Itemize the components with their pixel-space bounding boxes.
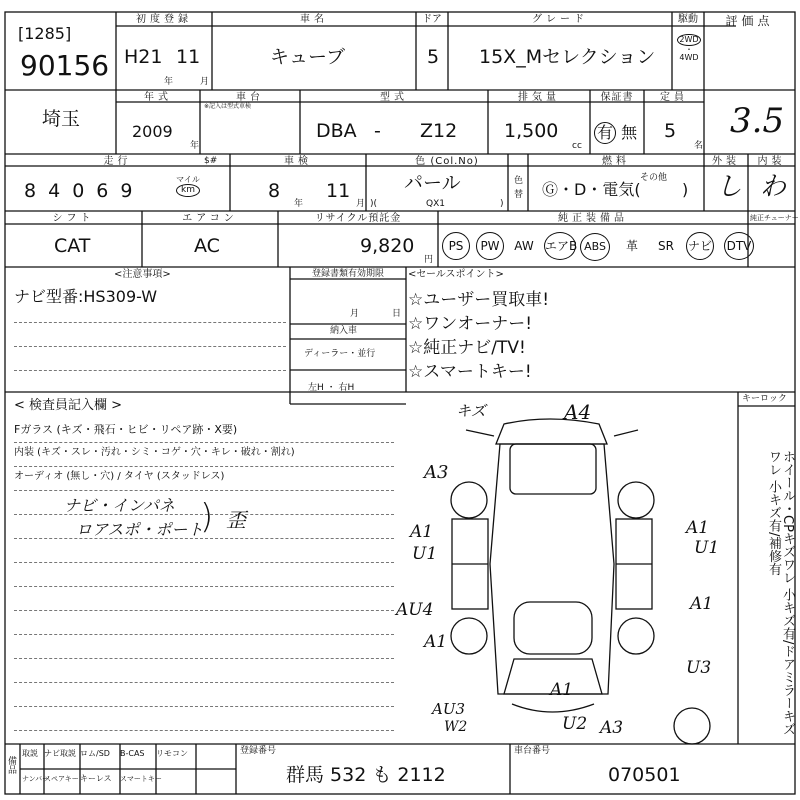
prefecture: 埼玉 <box>42 108 81 130</box>
displacement-unit: cc <box>572 141 582 151</box>
label-doors: ドア <box>422 14 442 25</box>
model-year: 2009 <box>132 122 173 141</box>
inspector-line <box>14 442 394 443</box>
shaken-year: 8 <box>268 180 281 202</box>
equipment-abs: ABS <box>580 233 610 261</box>
label-key-lock: キーロック <box>742 394 787 404</box>
lot-code: [1285] <box>18 24 72 43</box>
damage-mark: U1 <box>694 538 720 558</box>
label-interior: 内装 <box>757 156 786 167</box>
equipment-navi: ナビ <box>686 232 714 260</box>
damage-mark: U2 <box>562 714 588 734</box>
mileage-unit-mile: マイル <box>176 175 200 184</box>
label-ex-tuner: 純正チューナー <box>750 214 799 222</box>
sales-point: ☆ユーザー買取車! <box>408 290 550 310</box>
inspector-line <box>14 634 394 635</box>
inspector-line <box>14 466 394 467</box>
mileage-unit <box>176 176 200 197</box>
label-shaken: 車検 <box>284 156 312 167</box>
damage-mark: U1 <box>412 544 438 564</box>
damage-mark: キズ <box>456 402 486 420</box>
footer-item: 取説 <box>22 749 38 758</box>
inspector-handwritten: ロアスポ・ポート <box>76 520 204 539</box>
mileage-digit: 4 <box>48 180 73 202</box>
equipment-list <box>442 232 754 261</box>
equipment-sunroof: SR <box>658 239 674 253</box>
mileage-digits <box>24 182 144 201</box>
notes-line <box>14 322 286 323</box>
inspector-line <box>14 490 394 491</box>
recycle-value: 9,820 <box>360 235 415 257</box>
inspector-line <box>14 658 394 659</box>
type-spec-note: ※記入は型式車検 <box>204 103 252 110</box>
label-genuine-equipment: 純正装備品 <box>558 213 628 224</box>
label-inspector: < 検査員記入欄 > <box>14 398 123 413</box>
model-code: Z12 <box>420 120 458 142</box>
damage-mark: A1 <box>690 594 714 614</box>
car-diagram <box>451 419 710 744</box>
notes-line <box>14 370 286 371</box>
interior-grade: わ <box>760 172 787 202</box>
inspector-line <box>14 610 394 611</box>
equipment-ps: PS <box>442 232 470 260</box>
recycle-unit: 円 <box>424 255 434 265</box>
inspector-line <box>14 538 394 539</box>
lot-number: 90156 <box>20 49 110 82</box>
damage-mark: AU4 <box>396 600 434 620</box>
label-mileage-unit: $# <box>204 156 218 166</box>
fuel-close: ) <box>682 180 689 199</box>
label-sales-points: <セールスポイント> <box>408 269 504 280</box>
shift-value: CAT <box>54 235 91 257</box>
auction-sheet <box>4 4 799 796</box>
drive-options <box>676 34 702 62</box>
navi-model: ナビ型番:HS309-W <box>14 287 158 306</box>
mileage-digit: 9 <box>120 180 145 202</box>
mileage-digit: 0 <box>72 180 97 202</box>
warranty-options <box>594 122 637 144</box>
damage-mark: AU3 <box>432 700 466 718</box>
capacity: 5 <box>664 120 677 142</box>
damage-mark: A1 <box>424 632 448 652</box>
score-handwritten: 3.5 <box>730 101 785 141</box>
label-model-year: 年式 <box>144 92 172 103</box>
mileage-digit: 8 <box>24 180 49 202</box>
first-reg-year-unit: 年 <box>164 77 174 87</box>
damage-mark: A3 <box>424 462 449 483</box>
shaken-month-unit: 月 <box>356 199 366 209</box>
label-notes: <注意事項> <box>114 269 171 280</box>
mileage-unit-km: km <box>176 184 200 197</box>
label-shift: シフト <box>52 213 95 224</box>
footer-items-row1 <box>22 750 196 758</box>
color-paren-open: )( <box>370 199 378 209</box>
label-model: 型式 <box>380 92 408 103</box>
drive-4wd: 4WD <box>679 53 699 62</box>
footer-item: スマートキー <box>120 775 162 783</box>
label-recycle: リサイクル預託金 <box>314 213 402 224</box>
model-dash: - <box>374 120 381 142</box>
first-reg-era-year: H21 <box>124 46 163 68</box>
damage-mark: A4 <box>564 400 592 424</box>
docs-day: 日 <box>392 309 402 319</box>
sales-point: ☆スマートキー! <box>408 362 532 382</box>
inspector-line <box>14 730 394 731</box>
footer-item: リモコン <box>156 749 188 758</box>
fuel-other: その他 <box>640 173 668 183</box>
shaken-month: 11 <box>326 180 351 202</box>
reg-number: 群馬 532 も 2112 <box>286 764 446 786</box>
docs-transfer: 納入車 <box>330 326 358 336</box>
label-chassis-number: 車台番号 <box>514 746 551 756</box>
model-prefix: DBA <box>316 120 357 142</box>
label-warranty: 保証書 <box>600 92 634 103</box>
color-change-label: 替 <box>514 190 524 200</box>
first-reg-month-unit: 月 <box>200 77 210 87</box>
inspector-line <box>14 514 394 515</box>
equipment-pw: PW <box>476 232 504 260</box>
color-paren-close: ) <box>500 199 504 209</box>
drive-dot: ・ <box>685 45 693 54</box>
inspector-line <box>14 682 394 683</box>
inspector-bracket: ) <box>200 497 214 537</box>
sales-points <box>408 288 738 384</box>
capacity-unit: 名 <box>694 141 704 151</box>
inspector-audio-line: オーディオ (無し・穴) / タイヤ (スタッドレス) <box>14 471 225 482</box>
equipment-aw: AW <box>514 239 534 253</box>
label-aircon: エアコン <box>182 213 238 224</box>
car-doors: 5 <box>427 46 440 68</box>
model-year-unit: 年 <box>190 141 200 151</box>
side-notes: ホイール・CPキズワレ 小キズ有/ドアミラーキズワレ 小キズ有/補修有 <box>766 450 795 736</box>
color-change <box>514 174 523 202</box>
car-name: キューブ <box>270 46 346 68</box>
label-color: 色 (Col.No) <box>415 156 479 167</box>
footer-side-label: 備品 <box>6 756 16 774</box>
shaken-year-unit: 年 <box>294 199 304 209</box>
damage-mark: A1 <box>550 680 574 700</box>
footer-item: スペアキー <box>44 775 79 783</box>
inspector-handwritten: 歪 <box>226 508 246 532</box>
color-code: QX1 <box>426 199 445 209</box>
footer-item: B-CAS <box>120 749 145 758</box>
displacement: 1,500 <box>504 120 559 142</box>
inspector-interior-line: 内装 (キズ・スレ・汚れ・シミ・コゲ・穴・キレ・破れ・割れ) <box>14 447 295 458</box>
footer-item: ナンバー <box>22 775 50 783</box>
label-score: 評価点 <box>725 14 774 28</box>
label-first-reg: 初度登録 <box>136 14 192 25</box>
label-mileage: 走行 <box>103 156 132 167</box>
warranty-no: 無 <box>621 123 638 142</box>
chassis-number: 070501 <box>608 764 681 786</box>
label-car-name: 車名 <box>300 14 328 25</box>
footer-item: ナビ取説 <box>44 749 76 758</box>
inspector-line <box>14 706 394 707</box>
notes-line <box>14 346 286 347</box>
label-type-spec: 車台 <box>236 92 264 103</box>
warranty-yes: 有 <box>594 122 616 144</box>
label-reg-number: 登録番号 <box>240 746 277 756</box>
label-fuel: 燃料 <box>602 156 630 167</box>
sheet-grid <box>4 4 796 796</box>
damage-mark: A1 <box>686 518 710 538</box>
label-displacement: 排気量 <box>518 92 560 103</box>
equipment-dtv: DTV <box>724 232 754 260</box>
docs-month: 月 <box>350 309 360 319</box>
footer-item: ロム/SD <box>80 749 110 758</box>
inspector-line <box>14 562 394 563</box>
label-drive: 駆動 <box>678 14 698 25</box>
fuel-type: Ⓖ・D・電気( <box>542 180 641 199</box>
inspector-line <box>14 586 394 587</box>
equipment-airbag: エアB <box>544 232 576 260</box>
first-reg-month: 11 <box>176 46 201 68</box>
aircon-value: AC <box>194 235 220 257</box>
label-exterior: 外装 <box>712 156 740 167</box>
damage-mark: U3 <box>686 658 712 678</box>
equipment-leather: 革 <box>625 239 638 253</box>
label-capacity: 定員 <box>660 92 688 103</box>
drive-2wd: 2WD <box>679 35 699 44</box>
damage-mark: W2 <box>444 719 468 735</box>
car-grade: 15X_Mセレクション <box>479 46 656 68</box>
footer-item: キーレス <box>80 774 112 783</box>
label-grade: グレード <box>532 14 588 25</box>
sales-point: ☆純正ナビ/TV! <box>408 338 526 358</box>
mileage-digit: 6 <box>96 180 121 202</box>
inspector-glass-line: Fガラス (キズ・飛石・ヒビ・リペア跡・X要) <box>14 423 238 436</box>
damage-mark: A3 <box>600 718 624 738</box>
docs-handle: 左H ・ 右H <box>308 383 355 393</box>
sales-point: ☆ワンオーナー! <box>408 314 533 334</box>
exterior-grade: し <box>716 172 743 202</box>
footer-items-row2 <box>22 775 160 783</box>
color-name: パール <box>404 172 461 194</box>
damage-mark: A1 <box>410 522 434 542</box>
color-change-label: 色 <box>514 176 524 186</box>
inspector-handwritten: ナビ・インパネ <box>64 496 175 515</box>
docs-dealer: ディーラー・並行 <box>304 349 376 359</box>
label-docs-deadline: 登録書類有効期限 <box>311 269 384 279</box>
